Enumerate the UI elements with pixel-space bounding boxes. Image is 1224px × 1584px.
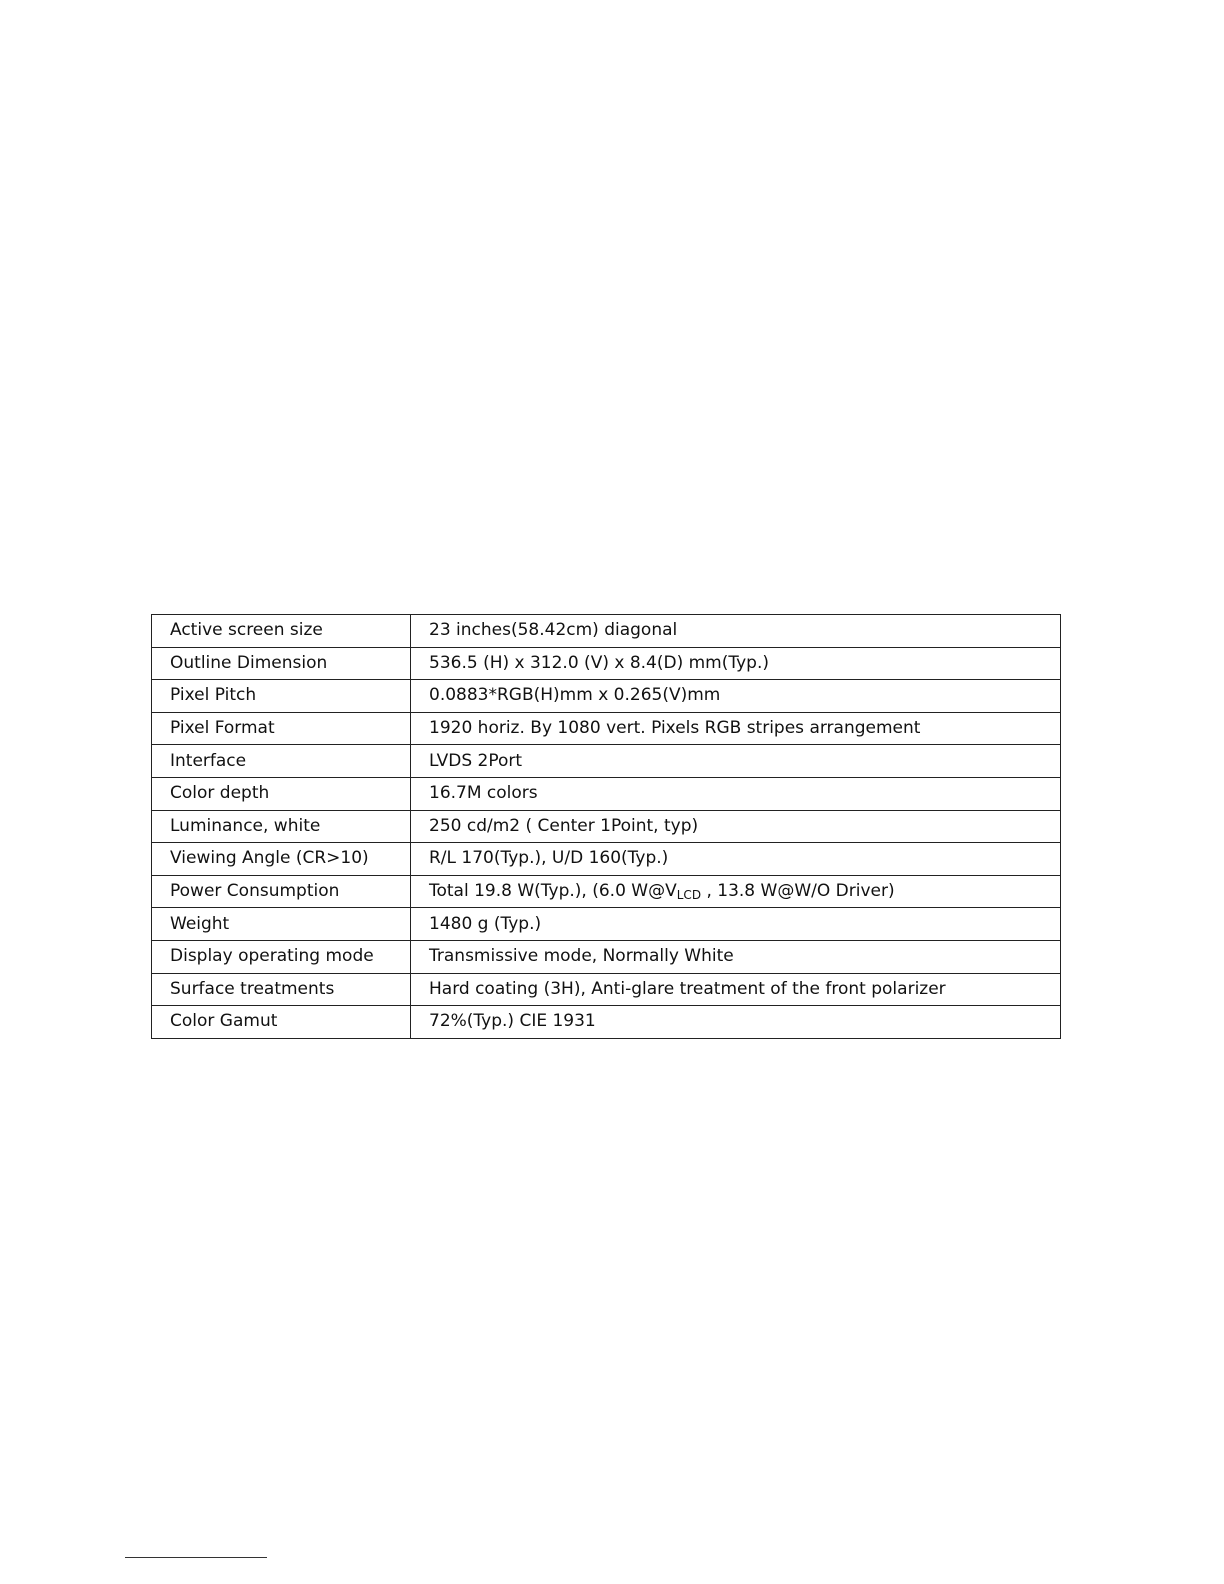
spec-label: Pixel Pitch [152,680,411,713]
spec-value: 72%(Typ.) CIE 1931 [411,1006,1061,1039]
table-row [152,777,1061,810]
spec-label: Power Consumption [152,875,411,908]
spec-value: 1480 g (Typ.) [411,908,1061,941]
spec-value: Hard coating (3H), Anti-glare treatment of the front polarizer [411,973,1061,1006]
table-row [152,712,1061,745]
spec-label: Surface treatments [152,973,411,1006]
spec-value: 1920 horiz. By 1080 vert. Pixels RGB stripes arrangement [411,712,1061,745]
table-row [152,908,1061,941]
spec-table [151,614,1061,1039]
spec-label: Luminance, white [152,810,411,843]
spec-label: Outline Dimension [152,647,411,680]
spec-value: R/L 170(Typ.), U/D 160(Typ.) [411,843,1061,876]
spec-label: Pixel Format [152,712,411,745]
spec-value: 0.0883*RGB(H)mm x 0.265(V)mm [411,680,1061,713]
table-row [152,843,1061,876]
spec-value: 536.5 (H) x 312.0 (V) x 8.4(D) mm(Typ.) [411,647,1061,680]
spec-value: 23 inches(58.42cm) diagonal [411,615,1061,648]
table-row [152,1006,1061,1039]
spec-label: Color depth [152,777,411,810]
spec-value-subscript: LCD [676,887,702,902]
spec-label: Color Gamut [152,1006,411,1039]
spec-value: LVDS 2Port [411,745,1061,778]
spec-value-text: Total 19.8 W(Typ.), (6.0 W@V [429,880,677,901]
spec-label: Weight [152,908,411,941]
table-row [152,973,1061,1006]
spec-label: Viewing Angle (CR>10) [152,843,411,876]
table-row [152,810,1061,843]
spec-value-text: , 13.8 W@W/O Driver) [701,880,895,901]
table-row [152,745,1061,778]
spec-label: Active screen size [152,615,411,648]
table-row [152,615,1061,648]
table-row [152,680,1061,713]
table-row [152,875,1061,908]
spec-value: 16.7M colors [411,777,1061,810]
table-row [152,647,1061,680]
spec-label: Interface [152,745,411,778]
table-row [152,940,1061,973]
spec-value [411,875,1061,908]
spec-value: Transmissive mode, Normally White [411,940,1061,973]
spec-value: 250 cd/m2 ( Center 1Point, typ) [411,810,1061,843]
spec-label: Display operating mode [152,940,411,973]
footnote-divider [125,1557,267,1558]
